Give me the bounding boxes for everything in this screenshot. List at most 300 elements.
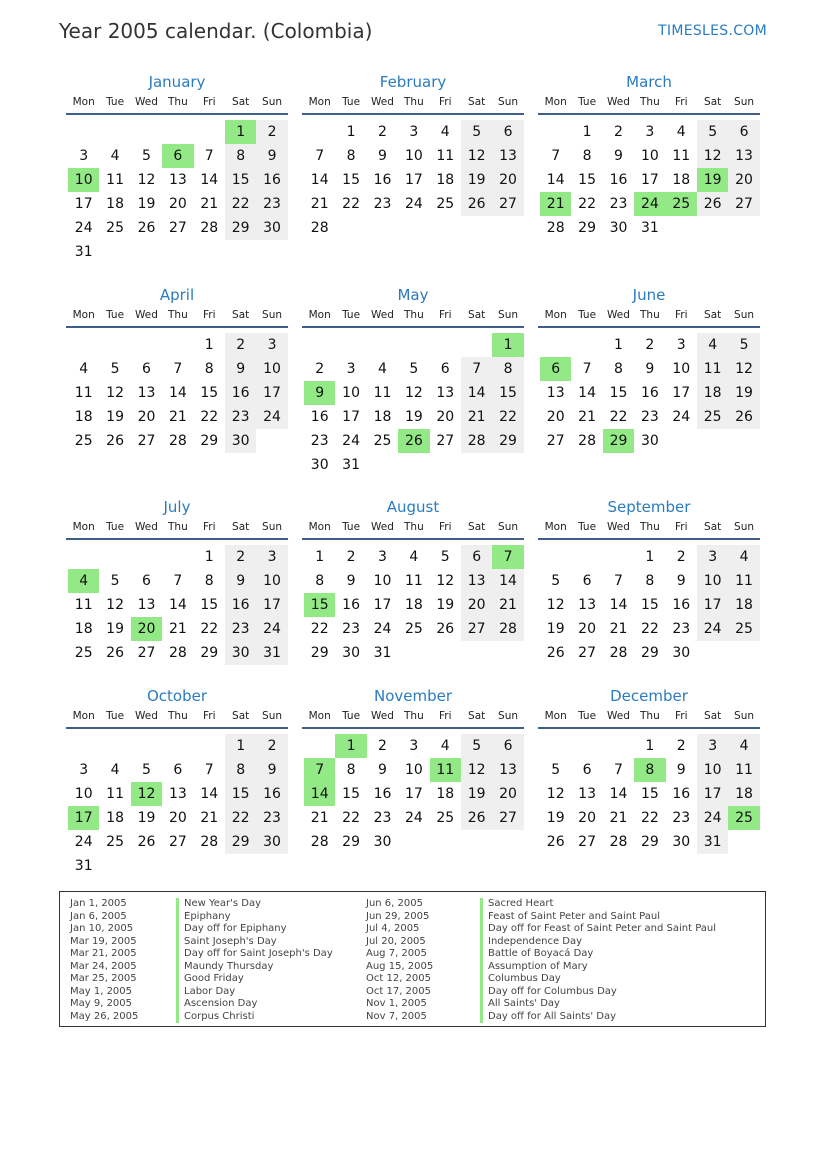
day-cell: 20 bbox=[168, 196, 187, 212]
empty-cell bbox=[697, 429, 728, 453]
weekend-day-cell: 22 bbox=[492, 405, 523, 429]
empty-cell bbox=[603, 545, 634, 569]
day-cell: 20 bbox=[168, 810, 187, 826]
legend-date: Oct 12, 2005 bbox=[366, 973, 431, 984]
empty-cell bbox=[304, 120, 335, 144]
week-row bbox=[68, 240, 288, 264]
day-cell: 25 bbox=[74, 645, 93, 661]
day-cell: 15 bbox=[640, 597, 659, 613]
weekend-day-cell: 26 bbox=[461, 192, 492, 216]
week-row bbox=[540, 144, 760, 168]
day-cell: 24 bbox=[404, 196, 423, 212]
weekend-day-cell: 12 bbox=[461, 144, 492, 168]
holiday-day-cell: 4 bbox=[68, 569, 99, 593]
week-row bbox=[68, 405, 288, 429]
empty-cell bbox=[461, 453, 492, 477]
empty-cell bbox=[68, 734, 99, 758]
empty-cell bbox=[540, 734, 571, 758]
day-cell: 7 bbox=[204, 148, 214, 164]
holiday-day-cell: 12 bbox=[131, 782, 162, 806]
legend-holiday-name: Day off for Saint Joseph's Day bbox=[176, 948, 333, 961]
weekend-day-cell: 2 bbox=[256, 120, 287, 144]
weekday-label: Mon bbox=[72, 521, 95, 533]
weekend-day-cell: 30 bbox=[256, 216, 287, 240]
legend-holiday-name: Battle of Boyacá Day bbox=[480, 948, 716, 961]
day-cell: 10 bbox=[404, 762, 423, 778]
legend-names-left bbox=[176, 898, 333, 1023]
day-cell: 7 bbox=[582, 361, 592, 377]
day-cell: 6 bbox=[440, 361, 450, 377]
weekend-day-cell: 3 bbox=[256, 545, 287, 569]
weekend-day-cell: 22 bbox=[225, 806, 256, 830]
empty-cell bbox=[367, 216, 398, 240]
day-cell: 31 bbox=[74, 244, 93, 260]
week-row bbox=[68, 333, 288, 357]
weekday-label: Tue bbox=[342, 521, 361, 533]
day-cell: 22 bbox=[640, 810, 659, 826]
day-cell: 3 bbox=[378, 549, 387, 565]
day-cell: 9 bbox=[676, 762, 686, 778]
legend-date: Mar 19, 2005 bbox=[70, 935, 137, 947]
holiday-day-cell: 1 bbox=[335, 734, 366, 758]
day-cell: 17 bbox=[672, 385, 691, 401]
week-row bbox=[304, 806, 524, 830]
empty-cell bbox=[398, 333, 429, 357]
weekday-label: Tue bbox=[342, 309, 361, 321]
weekend-day-cell: 7 bbox=[461, 357, 492, 381]
day-cell: 19 bbox=[137, 196, 156, 212]
day-cell: 13 bbox=[137, 385, 156, 401]
day-cell: 28 bbox=[546, 220, 565, 236]
empty-cell bbox=[492, 830, 523, 854]
header-rule bbox=[302, 113, 524, 115]
weekday-label: Wed bbox=[607, 96, 630, 108]
weekend-day-cell: 17 bbox=[256, 593, 287, 617]
day-cell: 1 bbox=[645, 549, 655, 565]
legend-holiday-name: Assumption of Mary bbox=[480, 961, 716, 974]
day-cell: 15 bbox=[342, 172, 360, 188]
weekday-label: Mon bbox=[544, 521, 567, 533]
weekend-day-cell: 2 bbox=[225, 545, 256, 569]
holiday-day-cell: 20 bbox=[131, 617, 162, 641]
weekend-day-cell: 27 bbox=[492, 806, 523, 830]
week-row bbox=[540, 333, 760, 357]
empty-cell bbox=[461, 333, 492, 357]
weekend-day-cell: 30 bbox=[256, 830, 287, 854]
weekend-day-cell: 20 bbox=[461, 593, 492, 617]
legend-date: Oct 17, 2005 bbox=[366, 985, 431, 997]
empty-cell bbox=[461, 216, 492, 240]
day-cell: 16 bbox=[672, 597, 691, 613]
day-cell: 1 bbox=[645, 738, 655, 754]
legend-holiday-name: Day off for Columbus Day bbox=[480, 986, 716, 999]
weekend-day-cell: 21 bbox=[492, 593, 523, 617]
weekend-day-cell: 4 bbox=[697, 333, 728, 357]
empty-cell bbox=[697, 216, 728, 240]
month-september bbox=[538, 497, 760, 665]
week-row bbox=[304, 333, 524, 357]
month-august bbox=[302, 497, 524, 665]
weekday-label: Wed bbox=[135, 96, 158, 108]
week-row bbox=[68, 854, 288, 878]
day-cell: 4 bbox=[409, 549, 419, 565]
day-cell: 21 bbox=[609, 621, 628, 637]
legend-date: May 1, 2005 bbox=[70, 985, 133, 997]
day-cell: 15 bbox=[200, 597, 219, 613]
legend-holiday-name: Saint Joseph's Day bbox=[176, 936, 333, 949]
week-row bbox=[304, 545, 524, 569]
day-cell: 5 bbox=[142, 762, 151, 778]
brand-link[interactable]: TIMESLES.COM bbox=[658, 23, 767, 39]
weekday-label: Fri bbox=[675, 96, 688, 108]
day-cell: 4 bbox=[110, 762, 120, 778]
day-cell: 27 bbox=[578, 645, 596, 661]
legend-holiday-name: Corpus Christi bbox=[176, 1011, 333, 1024]
empty-cell bbox=[666, 216, 697, 240]
day-cell: 23 bbox=[373, 196, 392, 212]
day-cell: 24 bbox=[342, 433, 360, 449]
day-cell: 10 bbox=[640, 148, 659, 164]
weekday-label: Fri bbox=[439, 96, 452, 108]
weekend-day-cell: 29 bbox=[225, 216, 256, 240]
day-cell: 12 bbox=[106, 385, 124, 401]
day-cell: 16 bbox=[609, 172, 628, 188]
week-row bbox=[68, 192, 288, 216]
day-cell: 25 bbox=[404, 621, 423, 637]
empty-cell bbox=[571, 734, 602, 758]
weekday-label: Mon bbox=[544, 96, 567, 108]
empty-cell bbox=[492, 216, 523, 240]
day-cell: 29 bbox=[578, 220, 596, 236]
empty-cell bbox=[162, 545, 193, 569]
day-cell: 15 bbox=[200, 385, 219, 401]
day-cell: 28 bbox=[609, 645, 628, 661]
legend-holiday-name: Feast of Saint Peter and Saint Paul bbox=[480, 911, 716, 924]
empty-cell bbox=[131, 240, 162, 264]
page-title: Year 2005 calendar. (Colombia) bbox=[59, 19, 373, 43]
day-cell: 30 bbox=[342, 645, 360, 661]
day-cell: 2 bbox=[378, 124, 387, 140]
day-cell: 11 bbox=[436, 148, 455, 164]
weekday-label: Fri bbox=[203, 96, 216, 108]
weekday-label: Mon bbox=[544, 309, 567, 321]
empty-cell bbox=[256, 240, 287, 264]
weekend-day-cell: 19 bbox=[461, 168, 492, 192]
month-march bbox=[538, 72, 760, 240]
weekday-label: Fri bbox=[439, 710, 452, 722]
day-cell: 10 bbox=[74, 786, 93, 802]
weekday-label: Fri bbox=[203, 710, 216, 722]
weekday-header bbox=[302, 706, 524, 726]
weekend-day-cell: 16 bbox=[256, 782, 287, 806]
empty-cell bbox=[398, 216, 429, 240]
month-name: November bbox=[373, 687, 453, 705]
weekend-day-cell: 30 bbox=[225, 641, 256, 665]
month-name: October bbox=[146, 687, 208, 705]
holiday-day-cell: 24 bbox=[634, 192, 665, 216]
weekday-header bbox=[302, 92, 524, 112]
holiday-day-cell: 19 bbox=[697, 168, 728, 192]
weekday-label: Tue bbox=[106, 309, 125, 321]
weekend-day-cell: 24 bbox=[256, 617, 287, 641]
day-cell: 23 bbox=[672, 621, 691, 637]
day-cell: 19 bbox=[546, 810, 565, 826]
empty-cell bbox=[430, 333, 461, 357]
weekend-day-cell: 16 bbox=[225, 381, 256, 405]
day-cell: 25 bbox=[74, 433, 93, 449]
header-rule bbox=[302, 727, 524, 729]
day-cell: 7 bbox=[173, 361, 183, 377]
empty-cell bbox=[461, 641, 492, 665]
day-cell: 11 bbox=[106, 172, 124, 188]
week-row bbox=[68, 120, 288, 144]
empty-cell bbox=[99, 120, 130, 144]
weekend-day-cell: 19 bbox=[461, 782, 492, 806]
day-cell: 2 bbox=[315, 361, 325, 377]
weekday-label: Wed bbox=[371, 710, 394, 722]
legend-date: Nov 1, 2005 bbox=[366, 998, 427, 1009]
day-cell: 18 bbox=[74, 621, 93, 637]
weekday-header bbox=[66, 517, 288, 537]
day-cell: 3 bbox=[346, 361, 356, 377]
weekday-label: Sun bbox=[262, 710, 283, 722]
empty-cell bbox=[162, 854, 193, 878]
day-cell: 27 bbox=[546, 433, 565, 449]
week-row bbox=[304, 192, 524, 216]
day-cell: 5 bbox=[440, 549, 450, 565]
weekday-label: Thu bbox=[168, 96, 188, 108]
day-cell: 2 bbox=[378, 738, 387, 754]
empty-cell bbox=[256, 429, 287, 453]
week-row bbox=[68, 144, 288, 168]
weekday-label: Sat bbox=[704, 309, 722, 321]
month-name: June bbox=[632, 286, 666, 304]
holiday-day-cell: 26 bbox=[398, 429, 429, 453]
day-cell: 22 bbox=[609, 409, 628, 425]
day-cell: 22 bbox=[640, 621, 659, 637]
weekday-label: Thu bbox=[640, 309, 660, 321]
weekday-label: Wed bbox=[371, 96, 394, 108]
day-cell: 3 bbox=[676, 337, 686, 353]
empty-cell bbox=[304, 333, 335, 357]
day-cell: 16 bbox=[640, 385, 659, 401]
empty-cell bbox=[540, 333, 571, 357]
weekday-label: Sun bbox=[498, 710, 519, 722]
day-cell: 29 bbox=[640, 834, 659, 850]
day-cell: 30 bbox=[672, 645, 691, 661]
month-name: April bbox=[159, 286, 195, 304]
day-cell: 13 bbox=[168, 172, 187, 188]
week-row bbox=[304, 830, 524, 854]
weekday-label: Thu bbox=[168, 309, 188, 321]
week-row bbox=[540, 593, 760, 617]
day-cell: 21 bbox=[168, 409, 187, 425]
day-cell: 5 bbox=[142, 148, 151, 164]
empty-cell bbox=[492, 641, 523, 665]
week-row bbox=[68, 641, 288, 665]
day-cell: 18 bbox=[373, 409, 392, 425]
day-cell: 28 bbox=[310, 834, 329, 850]
weekend-day-cell: 14 bbox=[461, 381, 492, 405]
day-cell: 26 bbox=[436, 621, 455, 637]
day-cell: 15 bbox=[342, 786, 360, 802]
day-cell: 22 bbox=[342, 196, 360, 212]
weekday-label: Sat bbox=[704, 521, 722, 533]
day-cell: 17 bbox=[404, 786, 423, 802]
day-cell: 11 bbox=[74, 385, 93, 401]
weekend-day-cell: 1 bbox=[225, 734, 256, 758]
week-row bbox=[540, 357, 760, 381]
holiday-day-cell: 29 bbox=[603, 429, 634, 453]
week-row bbox=[540, 216, 760, 240]
day-cell: 5 bbox=[110, 361, 120, 377]
legend-date: Jan 6, 2005 bbox=[70, 910, 127, 922]
header-rule bbox=[66, 113, 288, 115]
day-cell: 29 bbox=[342, 834, 360, 850]
empty-cell bbox=[398, 830, 429, 854]
weekend-day-cell: 17 bbox=[697, 593, 728, 617]
empty-cell bbox=[461, 830, 492, 854]
weekday-header bbox=[538, 706, 760, 726]
day-cell: 5 bbox=[409, 361, 419, 377]
header-rule bbox=[538, 113, 760, 115]
day-cell: 6 bbox=[582, 762, 592, 778]
month-name: September bbox=[607, 498, 691, 516]
day-cell: 9 bbox=[346, 573, 356, 589]
weekend-day-cell: 12 bbox=[728, 357, 759, 381]
day-cell: 22 bbox=[200, 621, 219, 637]
weekday-label: Fri bbox=[439, 309, 452, 321]
holiday-day-cell: 25 bbox=[728, 806, 759, 830]
empty-cell bbox=[194, 240, 225, 264]
day-cell: 28 bbox=[200, 834, 219, 850]
weekend-day-cell: 17 bbox=[256, 381, 287, 405]
week-row bbox=[304, 758, 524, 782]
day-cell: 19 bbox=[436, 597, 455, 613]
legend-date: Jan 10, 2005 bbox=[70, 923, 134, 934]
weekend-day-cell: 2 bbox=[225, 333, 256, 357]
week-row bbox=[304, 405, 524, 429]
month-may bbox=[302, 285, 524, 477]
weekend-day-cell: 24 bbox=[697, 617, 728, 641]
week-row bbox=[304, 641, 524, 665]
weekend-day-cell: 11 bbox=[728, 569, 759, 593]
day-cell: 13 bbox=[137, 597, 156, 613]
weekend-day-cell: 5 bbox=[728, 333, 759, 357]
holiday-day-cell: 21 bbox=[540, 192, 571, 216]
weekend-day-cell: 9 bbox=[256, 758, 287, 782]
week-row bbox=[68, 381, 288, 405]
day-cell: 21 bbox=[310, 196, 329, 212]
weekend-day-cell: 19 bbox=[728, 381, 759, 405]
day-cell: 2 bbox=[614, 124, 623, 140]
weekday-label: Thu bbox=[640, 521, 660, 533]
weekday-label: Tue bbox=[106, 96, 125, 108]
day-cell: 7 bbox=[315, 148, 325, 164]
legend-holiday-name: All Saints' Day bbox=[480, 998, 716, 1011]
day-cell: 27 bbox=[168, 834, 187, 850]
day-cell: 28 bbox=[578, 433, 596, 449]
day-cell: 4 bbox=[378, 361, 387, 377]
day-cell: 3 bbox=[79, 762, 89, 778]
legend-holiday-name: Day off for Feast of Saint Peter and Saint Paul bbox=[480, 923, 716, 936]
week-row bbox=[540, 617, 760, 641]
weekend-day-cell: 13 bbox=[461, 569, 492, 593]
week-row bbox=[68, 216, 288, 240]
weekend-day-cell: 10 bbox=[256, 357, 287, 381]
weekday-label: Tue bbox=[578, 309, 597, 321]
legend-date: Jun 29, 2005 bbox=[366, 910, 430, 922]
weekend-day-cell: 3 bbox=[256, 333, 287, 357]
day-cell: 12 bbox=[436, 573, 455, 589]
week-row bbox=[304, 144, 524, 168]
weekday-label: Sat bbox=[704, 96, 722, 108]
day-cell: 1 bbox=[204, 549, 214, 565]
day-cell: 14 bbox=[609, 786, 628, 802]
day-cell: 23 bbox=[640, 409, 659, 425]
day-cell: 13 bbox=[578, 786, 596, 802]
weekend-day-cell: 13 bbox=[728, 144, 759, 168]
day-cell: 21 bbox=[578, 409, 596, 425]
weekday-label: Fri bbox=[203, 521, 216, 533]
legend-date: Mar 24, 2005 bbox=[70, 960, 137, 972]
weekend-day-cell: 4 bbox=[728, 734, 759, 758]
empty-cell bbox=[603, 734, 634, 758]
weekend-day-cell: 20 bbox=[492, 168, 523, 192]
weekend-day-cell: 15 bbox=[225, 168, 256, 192]
day-cell: 7 bbox=[551, 148, 561, 164]
day-cell: 7 bbox=[614, 762, 623, 778]
day-cell: 9 bbox=[676, 573, 686, 589]
day-cell: 25 bbox=[436, 196, 455, 212]
day-cell: 14 bbox=[200, 786, 219, 802]
empty-cell bbox=[398, 641, 429, 665]
day-cell: 6 bbox=[142, 573, 151, 589]
empty-cell bbox=[697, 641, 728, 665]
legend-date: Jan 1, 2005 bbox=[70, 898, 127, 909]
day-cell: 31 bbox=[74, 858, 93, 874]
weekend-day-cell: 6 bbox=[728, 120, 759, 144]
day-cell: 15 bbox=[578, 172, 596, 188]
legend-date: Jul 4, 2005 bbox=[366, 923, 420, 934]
day-cell: 13 bbox=[578, 597, 596, 613]
day-cell: 22 bbox=[578, 196, 596, 212]
weekend-day-cell: 12 bbox=[697, 144, 728, 168]
weekday-label: Wed bbox=[371, 309, 394, 321]
weekday-label: Sun bbox=[498, 309, 519, 321]
weekend-day-cell: 25 bbox=[728, 617, 759, 641]
day-cell: 8 bbox=[204, 361, 214, 377]
day-cell: 10 bbox=[373, 573, 392, 589]
weekend-day-cell: 25 bbox=[697, 405, 728, 429]
day-cell: 9 bbox=[378, 148, 387, 164]
weekend-day-cell: 26 bbox=[728, 405, 759, 429]
day-cell: 14 bbox=[609, 597, 628, 613]
day-cell: 19 bbox=[106, 409, 124, 425]
weekend-day-cell: 29 bbox=[492, 429, 523, 453]
month-july bbox=[66, 497, 288, 665]
legend-holiday-name: Independence Day bbox=[480, 936, 716, 949]
day-cell: 17 bbox=[373, 597, 392, 613]
day-cell: 22 bbox=[310, 621, 329, 637]
weekend-day-cell: 29 bbox=[225, 830, 256, 854]
weekend-day-cell: 8 bbox=[492, 357, 523, 381]
holiday-day-cell: 25 bbox=[666, 192, 697, 216]
weekday-label: Fri bbox=[203, 309, 216, 321]
week-row bbox=[68, 830, 288, 854]
weekday-label: Wed bbox=[135, 309, 158, 321]
week-row bbox=[68, 569, 288, 593]
